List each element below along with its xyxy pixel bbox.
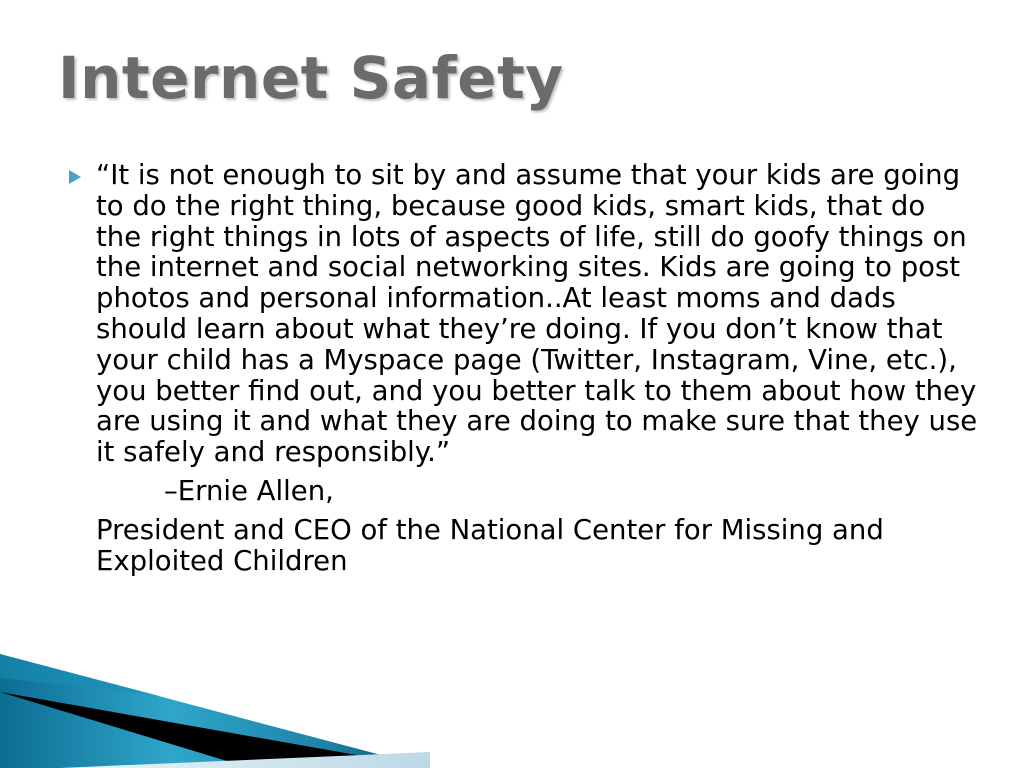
slide-body <box>68 160 978 576</box>
attribution-title: President and CEO of the National Center for Missing and Exploited Children <box>96 513 884 577</box>
page-title: Internet Safety <box>58 44 564 112</box>
triangle-bullet-icon <box>68 160 96 185</box>
quote-paragraph: “It is not enough to sit by and assume that your kids are going to do the right thing, because good kids, smart kids, that do the right things in lots of aspects of life, still do goofy things on the internet and social networking sites. Kids are going to post photos and personal information..At least moms and dads should learn about what they’re doing. If you don’t know that your child has a Myspace page (Twitter, Instagram, Vine, etc.), you better find out, and you better talk to them about how they are using it and what they are doing to make sure that they use it safely and responsibly.” <box>96 159 978 469</box>
attribution-name: –Ernie Allen, <box>164 474 334 507</box>
decorative-corner-graphic <box>0 648 430 768</box>
list-item <box>68 160 978 468</box>
